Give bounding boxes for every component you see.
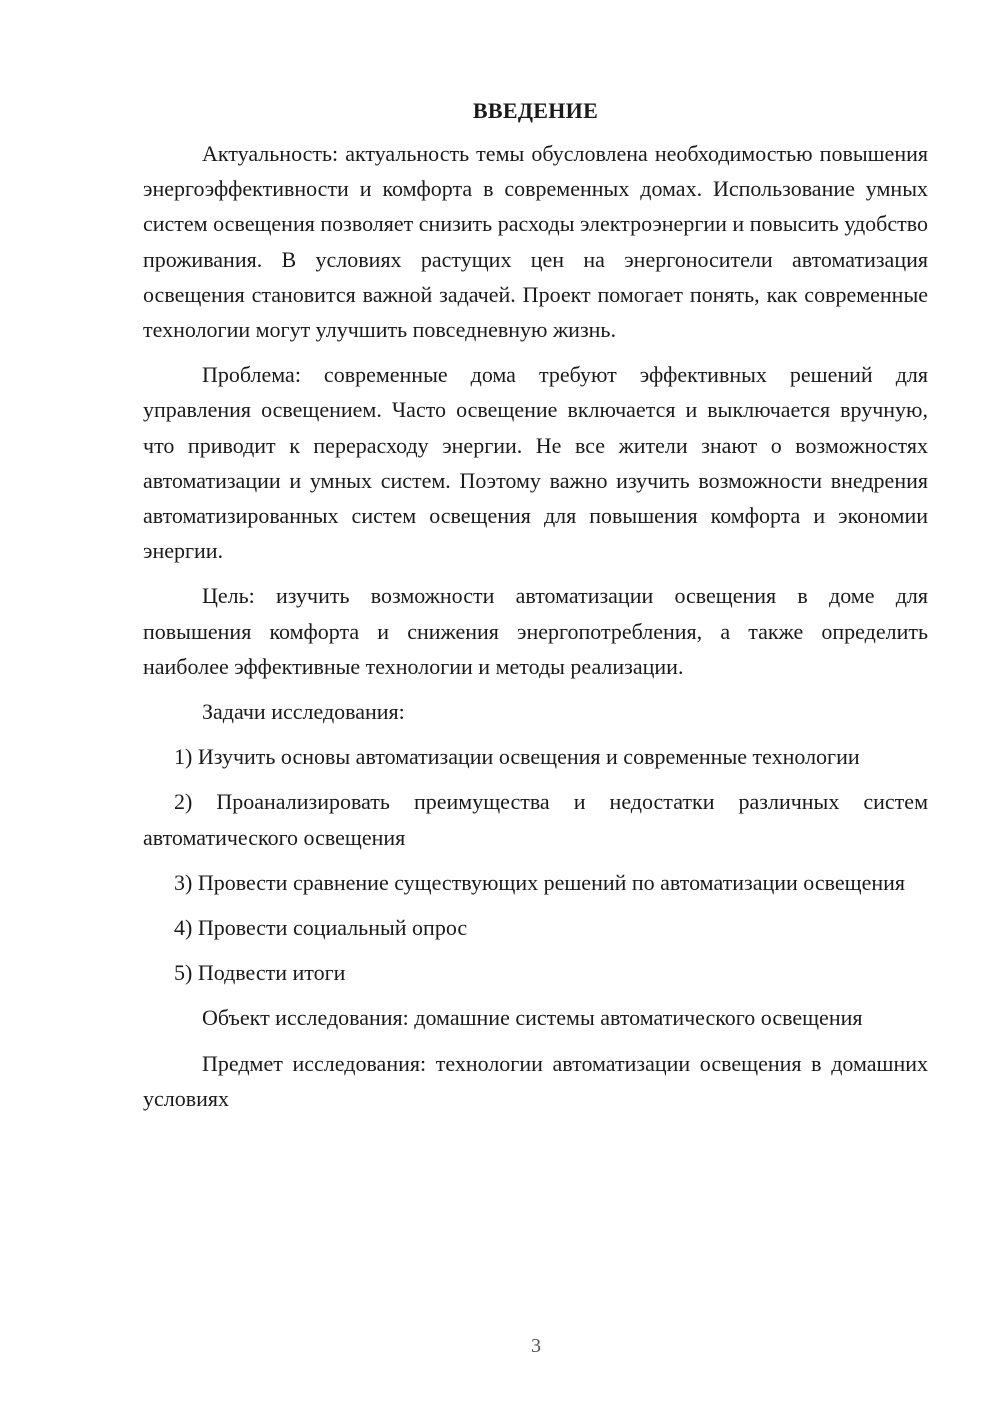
task-item-4: 4) Провести социальный опрос — [174, 915, 468, 941]
research-subject-paragraph: Предмет исследования: технологии автоматизации освещения в домашних условиях — [143, 1050, 928, 1111]
tasks-heading: Задачи исследования: — [202, 699, 405, 725]
problem-paragraph: Проблема: современные дома требуют эффективных решений для управления освещением. Часто освещение включается и выключается вручную, что приводит к перерасходу энергии. Не все жители знают о возможностях автоматизации и умных систем. Поэтому важно изучить возможности внедрения автоматизированных систем освещения для повышения комфорта и экономии энергии. — [143, 362, 928, 564]
task-item-2: 2) Проанализировать преимущества и недостатки различных систем автоматического освещения — [143, 789, 928, 850]
goal-paragraph: Цель: изучить возможности автоматизации освещения в доме для повышения комфорта и снижения энергопотребления, а также определить наиболее эффективные технологии и методы реализации. — [143, 583, 928, 679]
task-item-1: 1) Изучить основы автоматизации освещения и современные технологии — [174, 744, 860, 770]
relevance-paragraph: Актуальность: актуальность темы обусловлена необходимостью повышения энергоэффективности и комфорта в современных домах. Использование умных систем освещения позволяет снизить расходы электроэнергии и повысить удобство проживания. В условиях растущих цен на энергоносители автоматизация освещения становится важной задачей. Проект помогает понять, как современные технологии могут улучшить повседневную жизнь. — [143, 141, 928, 343]
page-number: 3 — [531, 1335, 541, 1357]
task-item-5: 5) Подвести итоги — [174, 960, 346, 986]
section-heading: ВВЕДЕНИЕ — [472, 98, 599, 123]
task-item-3: 3) Провести сравнение существующих решений по автоматизации освещения — [174, 869, 906, 895]
research-object-paragraph: Объект исследования: домашние системы автоматического освещения — [202, 1005, 863, 1031]
page-body — [143, 95, 928, 1126]
